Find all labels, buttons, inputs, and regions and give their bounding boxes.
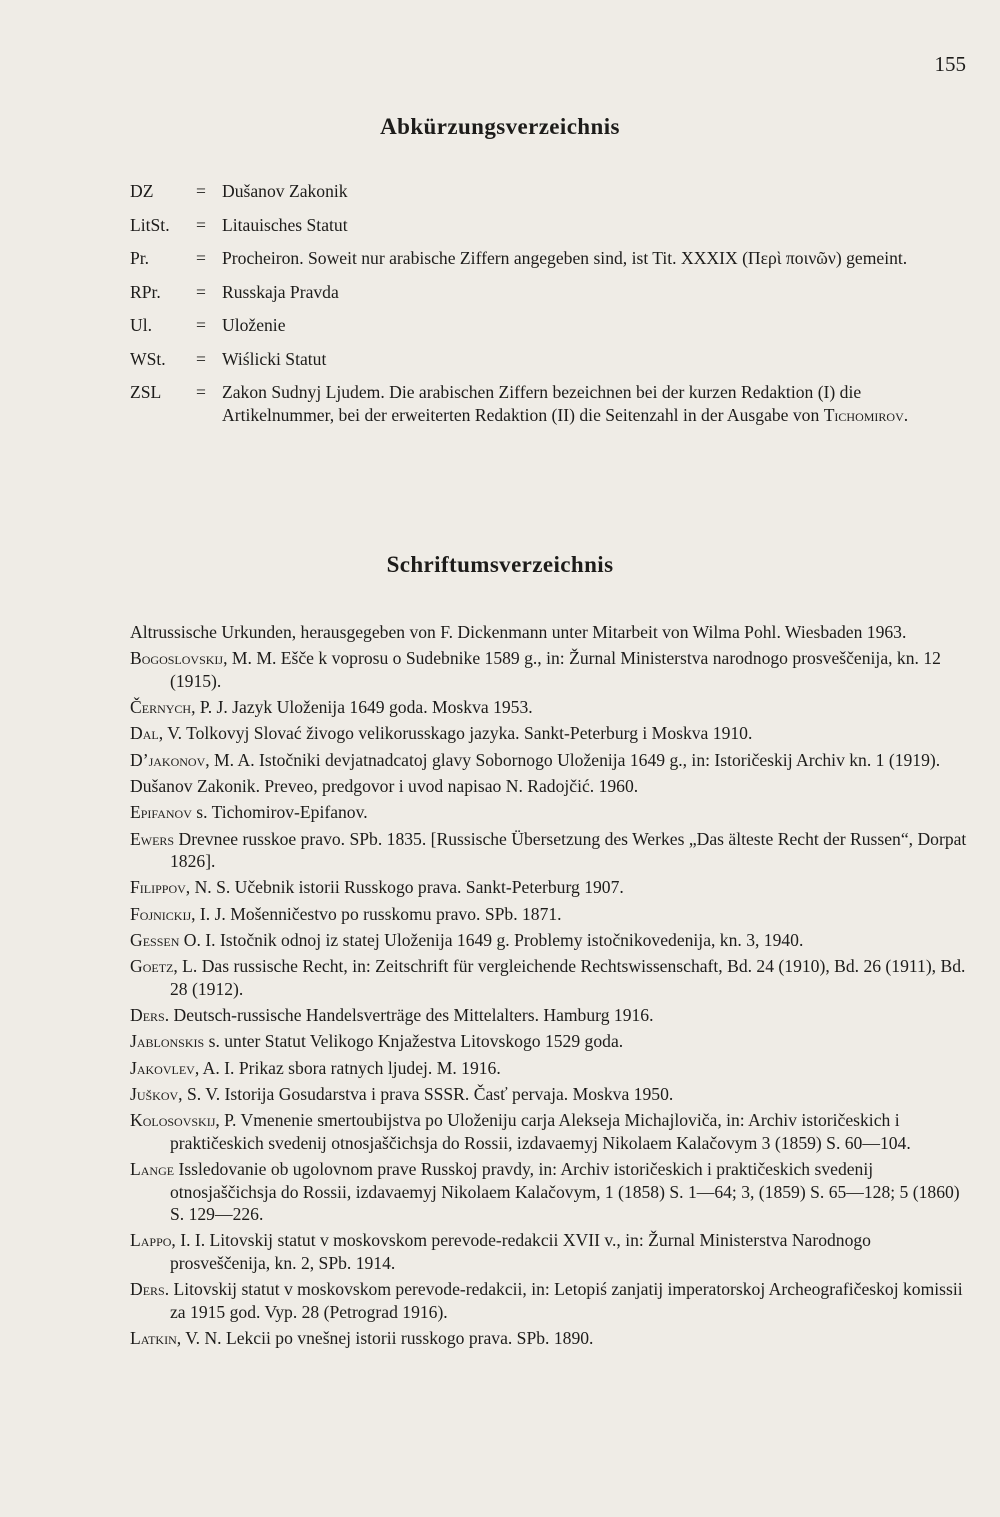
bibliography-entry: [130, 1004, 968, 1027]
bibliography-author: Juškov,: [130, 1083, 183, 1104]
bibliography-entry: [130, 801, 968, 824]
bibliography-entry: [130, 929, 968, 952]
abbreviation-description: Procheiron. Soweit nur arabische Ziffern angegeben sind, ist Tit. XXXIX (Περὶ ποινῶν) gemeint.: [222, 248, 908, 268]
abbreviation-description: [222, 381, 968, 426]
bibliography-text: Deutsch-russische Handelsverträge des Mittelalters. Hamburg 1916.: [169, 1005, 654, 1026]
abbreviation-description: Uloženie: [222, 315, 286, 335]
abbreviation-item: [130, 247, 968, 270]
bibliography-text: P. J. Jazyk Uloženija 1649 goda. Moskva 1953.: [195, 697, 533, 718]
bibliography-text: V. Tolkovyj Slovać živogo velikorusskago jazyka. Sankt-Peterburg i Moskva 1910.: [163, 723, 753, 744]
abbreviation-description: Dušanov Zakonik: [222, 181, 348, 201]
bibliography-text: s. unter Statut Velikogo Knjažestva Litovskogo 1529 goda.: [204, 1031, 624, 1052]
abbreviation-item: [130, 180, 968, 203]
bibliography-text: L. Das russische Recht, in: Zeitschrift für vergleichende Rechtswissenschaft, Bd. 24 (1910), Bd. 26 (1911), Bd. 28 (1912).: [170, 956, 966, 999]
bibliography-entry: [130, 1083, 968, 1106]
bibliography-author: Bogoslovskij,: [130, 648, 228, 669]
abbreviation-key: Ul.: [130, 315, 152, 335]
equals-sign: =: [196, 281, 206, 302]
abbreviation-description: Russkaja Pravda: [222, 281, 339, 302]
bibliography-text: A. I. Prikaz sbora ratnych ljudej. M. 1916.: [199, 1057, 501, 1078]
bibliography-author: Ewers: [130, 828, 175, 849]
bibliography-text: I. I. Litovskij statut v moskovskom perevode-redakcii XVII v., in: Žurnal Ministerstva Narodnogo prosveščenija, kn. 2, SPb. 1914.: [170, 1230, 871, 1273]
bibliography-entry: [130, 696, 968, 719]
equals-sign: =: [196, 181, 206, 201]
bibliography-entry: [130, 647, 968, 692]
bibliography-author: Lappo,: [130, 1230, 176, 1251]
bibliography-author: Fojnickij,: [130, 903, 196, 924]
bibliography-text: P. Vmenenie smertoubijstva po Uloženiju carja Alekseja Michajloviča, in: Archiv istoričeskich i praktičeskich svedenij otnosjaščichsja do Rossii, izdavaemyj Nikolaem Kalačovym 3 (1859) S. 60—104.: [170, 1110, 911, 1153]
bibliography-author: Goetz,: [130, 956, 178, 977]
abbreviation-item: [130, 348, 968, 371]
bibliography-entry: [130, 1229, 968, 1274]
bibliography-text: Altrussische Urkunden, herausgegeben von F. Dickenmann unter Mitarbeit von Wilma Pohl. Wiesbaden 1963.: [130, 622, 907, 642]
bibliography-author: Latkin,: [130, 1327, 182, 1348]
abbreviation-item: [130, 381, 968, 426]
equals-sign: =: [196, 348, 206, 369]
bibliography-author: Jablonskis: [130, 1031, 205, 1052]
abbreviation-item: [130, 314, 968, 337]
equals-sign: =: [196, 214, 206, 235]
bibliography-author: Jakovlev,: [130, 1057, 200, 1078]
bibliography-heading: Schriftumsverzeichnis: [386, 552, 614, 577]
bibliography-entry: [130, 828, 968, 873]
abbreviation-description: Litauisches Statut: [222, 214, 348, 235]
bibliography-entry: [130, 1109, 968, 1154]
abbreviation-key: WSt.: [130, 348, 166, 369]
abbreviation-key: DZ: [130, 181, 154, 201]
bibliography-text: M. A. Istočniki devjatnadcatoj glavy Sobornogo Uloženija 1649 g., in: Istoričeskij Archiv kn. 1 (1919).: [209, 749, 941, 770]
abbreviation-item: [130, 281, 968, 304]
bibliography-author: Epifanov: [130, 802, 192, 823]
bibliography-text: I. J. Mošenničestvo po russkomu pravo. SPb. 1871.: [195, 903, 562, 924]
bibliography-author: Lange: [130, 1159, 175, 1180]
bibliography-text: Litovskij statut v moskovskom perevode-redakcii, in: Letopiś zanjatij imperatorskoj Archeografičeskoj komissii za 1915 god. Vyp. 28 (Petrograd 1916).: [169, 1279, 963, 1322]
abbreviations-heading: Abkürzungsverzeichnis: [380, 114, 620, 139]
bibliography-text: V. N. Lekcii po vnešnej istorii russkogo prava. SPb. 1890.: [181, 1327, 594, 1348]
equals-sign: =: [196, 315, 206, 335]
bibliography-text: S. V. Istorija Gosudarstva i prava SSSR. Časť pervaja. Moskva 1950.: [182, 1083, 674, 1104]
bibliography-entry: [130, 903, 968, 926]
abbreviation-key: RPr.: [130, 281, 161, 302]
bibliography-text: M. M. Ešče k voprosu o Sudebnike 1589 g., in: Žurnal Ministerstva narodnogo prosveščenija, kn. 12 (1915).: [170, 648, 941, 691]
bibliography-entry: [130, 1030, 968, 1053]
bibliography-author: Filippov,: [130, 877, 191, 898]
abbreviation-item: [130, 214, 968, 237]
bibliography-entry: [130, 621, 968, 644]
bibliography-text: s. Tichomirov-Epifanov.: [191, 802, 368, 823]
bibliography-entry: [130, 775, 968, 798]
bibliography-entry: [130, 1158, 968, 1226]
abbreviation-key: LitSt.: [130, 214, 170, 235]
bibliography-text: Issledovanie ob ugolovnom prave Russkoj pravdy, in: Archiv istoričeskich i praktičeskich svedenij otnosjaščichsja do Rossii, izdavaemyj Nikolaem Kalačovym, 1 (1858) S. 1—64; 3, (1859) S. 65—128; 5 (1860) S. 129—226.: [170, 1159, 960, 1225]
bibliography-author: Dal,: [130, 723, 164, 744]
bibliography-list: [130, 621, 968, 1353]
abbreviations-list: [130, 180, 968, 437]
bibliography-text: Drevnee russkoe pravo. SPb. 1835. [Russische Übersetzung des Werkes „Das älteste Recht der Russen“, Dorpat 1826].: [170, 828, 967, 872]
abbreviation-description-author: Tichomirov.: [823, 404, 909, 425]
bibliography-entry: [130, 876, 968, 899]
bibliography-text: O. I. Istočnik odnoj iz statej Uloženija 1649 g. Problemy istočnikovedenija, kn. 3, 1940.: [179, 929, 804, 950]
equals-sign: =: [196, 382, 206, 402]
abbreviation-description: Wiślicki Statut: [222, 348, 327, 369]
bibliography-author: Kolosovskij,: [130, 1110, 220, 1131]
bibliography-author: Gessen: [130, 929, 180, 950]
bibliography-entry: [130, 1057, 968, 1080]
bibliography-entry: [130, 1278, 968, 1323]
bibliography-author: Ders.: [130, 1005, 170, 1026]
bibliography-author: Černych,: [130, 697, 196, 718]
bibliography-text: N. S. Učebnik istorii Russkogo prava. Sankt-Peterburg 1907.: [190, 877, 624, 898]
equals-sign: =: [196, 248, 206, 268]
bibliography-entry: [130, 1327, 968, 1350]
bibliography-entry: [130, 722, 968, 745]
bibliography-text: Dušanov Zakonik. Preveo, predgovor i uvod napisao N. Radojčić. 1960.: [130, 775, 639, 796]
bibliography-entry: [130, 749, 968, 772]
abbreviation-key: ZSL: [130, 382, 162, 402]
page-number: 155: [934, 52, 966, 76]
abbreviation-description-text: Zakon Sudnyj Ljudem. Die arabischen Ziffern bezeichnen bei der kurzen Redaktion (I) die Artikelnummer, bei der erweiterten Redaktion (II) die Seitenzahl in der Ausgabe von: [222, 382, 862, 425]
bibliography-author: D’jakonov,: [130, 749, 210, 770]
abbreviation-key: Pr.: [130, 248, 150, 268]
bibliography-entry: [130, 955, 968, 1000]
bibliography-author: Ders.: [130, 1279, 170, 1300]
